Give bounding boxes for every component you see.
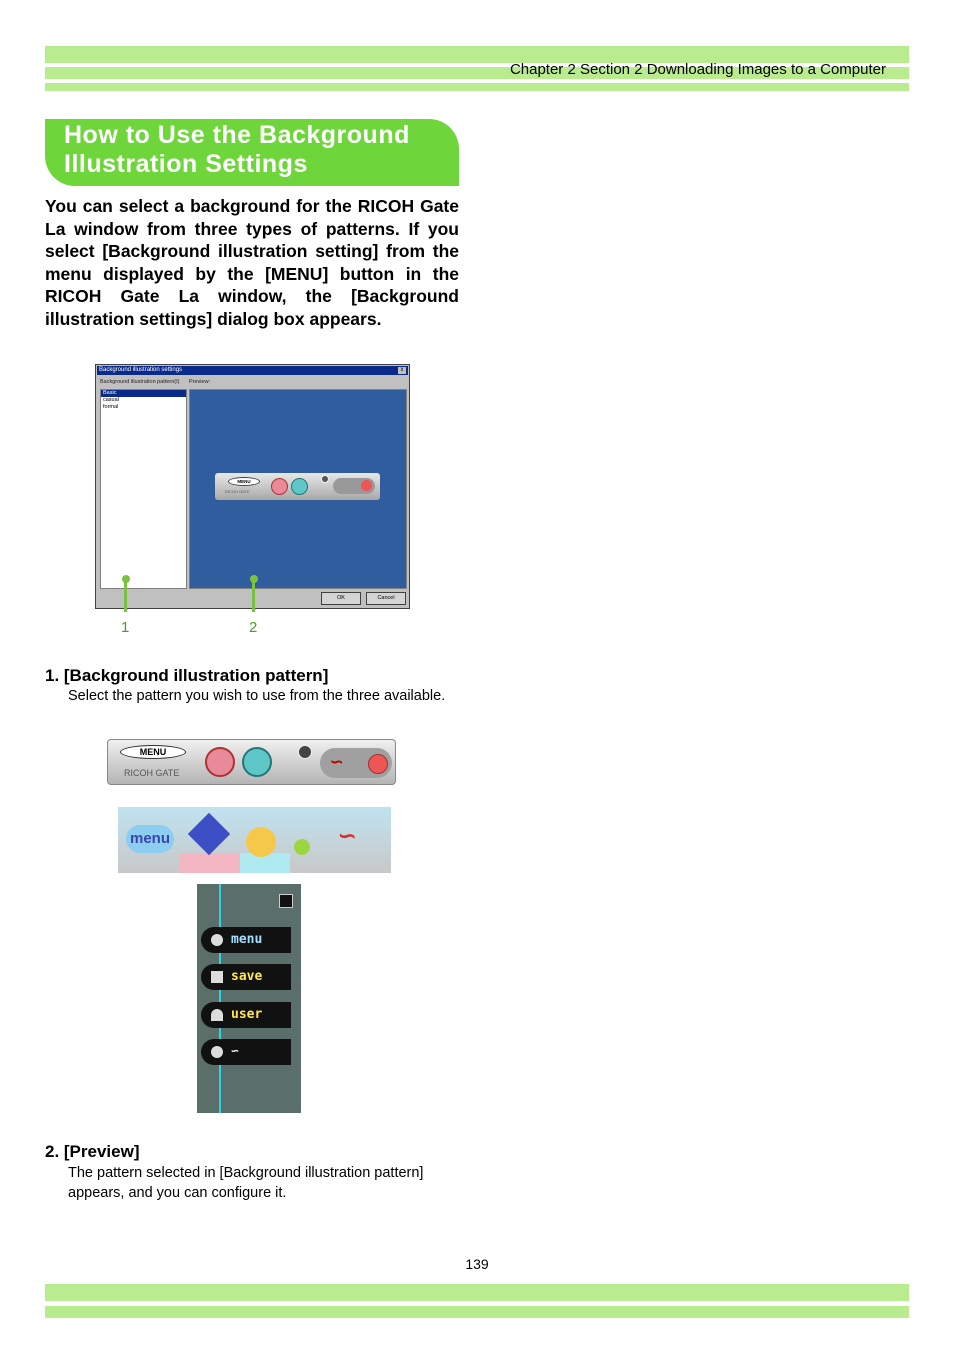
footer-band-top [45, 1284, 909, 1301]
item-1-body: Select the pattern you wish to use from the three available. [68, 688, 446, 704]
casual-minimize-icon [294, 839, 310, 855]
basic-logo-pill [320, 748, 392, 778]
casual-user-icon [246, 827, 276, 857]
preview-basic-bar [215, 473, 380, 500]
intro-paragraph: You can select a background for the RICOH Gate La window from three types of patterns. If you select [Background illustration setting] from the menu displayed by the [MENU] button in the RICOH Gate La window, the [Background illustration settings] dialog box appears. [45, 196, 459, 329]
pattern-list-label: Background illustration pattern(I) [100, 379, 180, 385]
formal-save-button [201, 964, 291, 990]
item-1-heading: 1. [Background illustration pattern] [45, 666, 329, 685]
basic-close-icon [368, 754, 388, 774]
casual-save-icon [188, 813, 230, 855]
formal-menu-button [201, 927, 291, 953]
casual-menu-button: menu [126, 825, 174, 853]
dialog-cancel-button[interactable]: Cancel [366, 592, 406, 605]
dialog-close-button[interactable]: x [398, 367, 406, 374]
basic-menu-button: MENU [120, 745, 186, 759]
preview-menu-button: MENU [228, 477, 260, 486]
formal-dot-icon [211, 934, 223, 946]
pattern-option-formal[interactable]: formal [103, 404, 119, 410]
dialog-title: Background illustration settings [99, 367, 183, 373]
ricoh-logo-icon: ∽ [330, 754, 344, 771]
preview-close-icon [361, 480, 372, 491]
formal-user-label: user [231, 1007, 263, 1022]
pattern-option-casual[interactable]: casual [103, 397, 119, 403]
footer-band-bottom [45, 1306, 909, 1318]
formal-person-icon [211, 1009, 223, 1021]
formal-accent-line [219, 884, 221, 1113]
formal-disk-icon [211, 971, 223, 983]
callout-2-line [252, 580, 255, 612]
page-number: 139 [465, 1256, 489, 1272]
background-settings-dialog [95, 364, 410, 609]
basic-minimize-icon [298, 745, 312, 759]
formal-pattern-bar [197, 884, 301, 1113]
basic-user-icon [242, 747, 272, 777]
basic-save-icon [205, 747, 235, 777]
header-band-bottom [45, 83, 909, 91]
basic-brand-text: RICOH GATE [124, 768, 180, 778]
preview-brand-text: RICOH GATE [225, 489, 250, 494]
formal-user-button [201, 1002, 291, 1028]
casual-pink-block [180, 853, 240, 873]
preview-pane [189, 389, 407, 589]
preview-label: Preview: [189, 379, 211, 385]
preview-minimize-icon [321, 475, 329, 483]
callout-2-number: 2 [249, 619, 258, 636]
casual-logo-icon: ∽ [338, 823, 357, 848]
callout-1-number: 1 [121, 619, 130, 636]
formal-save-label: save [231, 969, 263, 984]
dialog-title-bar [97, 366, 408, 375]
callout-1-line [124, 580, 127, 612]
formal-dot-icon [211, 1046, 223, 1058]
preview-user-icon [291, 478, 308, 495]
pattern-option-basic[interactable]: Basic [101, 390, 186, 397]
dialog-ok-button[interactable]: OK [321, 592, 361, 605]
item-2-heading: 2. [Preview] [45, 1142, 140, 1161]
basic-pattern-bar [107, 739, 396, 785]
section-title: How to Use the Background Illustration Settings [45, 119, 459, 186]
pattern-list[interactable] [100, 389, 187, 589]
formal-minimize-icon [279, 894, 293, 908]
formal-logo-button [201, 1039, 291, 1065]
preview-save-icon [271, 478, 288, 495]
ricoh-logo-icon: ∽ [231, 1044, 239, 1059]
chapter-header: Chapter 2 Section 2 Downloading Images to a Computer [509, 61, 886, 78]
item-2-body: The pattern selected in [Background illustration pattern] appears, and you can configure it. [68, 1165, 424, 1201]
casual-pattern-bar [118, 807, 391, 873]
formal-menu-label: menu [231, 932, 263, 947]
